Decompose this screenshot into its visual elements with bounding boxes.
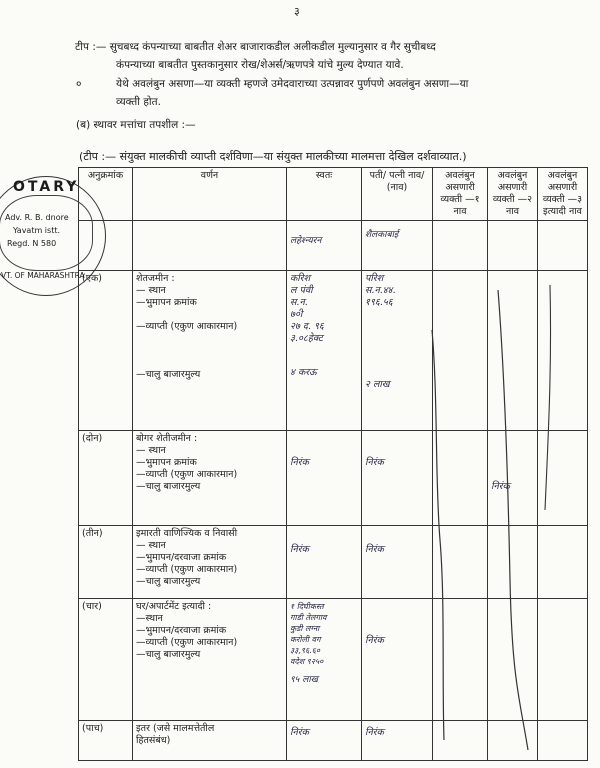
header-self: स्वतः	[287, 168, 362, 221]
table-header-row	[79, 168, 588, 221]
note2-bullet: ०	[76, 78, 82, 90]
table-row-buildings: (तीन) इमारती वाणिज्यिक व निवासी — स्थान —भुमापन/दरवाजा क्रमांक —व्याप्ती (एकुण आकारमान) —चालु बाजारमुल्य निरंक निरंक	[79, 526, 588, 599]
header-description: वर्णन	[133, 168, 287, 221]
serial-cell: (एक)	[79, 271, 133, 431]
table-row-house-apartment: (चार) घर/अपार्टमेंट इत्यादी : —स्थान —भुमापन/दरवाजा क्रमांक —व्याप्ती (एकुण आकारमान) —चालु बाजारमुल्य १ दिघीकस्त गाडी तेलगाव कुडी लग्ना करोली वग ३३,९६.६० वदेश ९२५० ९५ लाख निरंक	[79, 599, 588, 721]
self-cell: करिश ल पंवी स.न. ७०ी २७ द. ९६ ३.०८हेक्ट ४ करऊ	[287, 271, 362, 431]
header-dependent-1: अवलंबुन असणारी व्यक्ती —१ नाव	[433, 168, 488, 221]
header-dependent-2: अवलंबुन असणारी व्यक्ती —२ नाव	[488, 168, 538, 221]
note2-line1: येथे अवलंबुन असणा—या व्यक्ती म्हणजे उमेदवाराच्या उत्पन्नावर पुर्णपणे अवलंबुन असणा—या	[116, 78, 469, 90]
table-row-non-agricultural-land: (दोन) बोगर शेतीजमीन : — स्थान —भुमापन क्रमांक —व्याप्ती (एकुण आकारमान) —चालु बाजारमुल्य निरंक निरंक निरंक	[79, 431, 588, 526]
notary-stamp: OTARY Adv. R. B. dnore Yavatm istt. Regd. N 580 VT. OF MAHARASHTRA	[0, 176, 106, 296]
page-number: ३	[294, 5, 300, 18]
section-b-heading: (ब) स्थावर मत्तांचा तपशील :—	[76, 119, 196, 131]
self-name: लहेश्न्यरन	[290, 236, 322, 246]
note1-line1: टीप :— सुचबध्द कंपन्याच्या बाबतीत शेअर बाजाराकडील अलीकडील मुल्यानुसार व गैर सुचीबध्द	[75, 41, 436, 53]
header-spouse: पती/ पत्नी नाव/ (नाव)	[362, 168, 433, 221]
names-row	[79, 221, 588, 271]
pen-strike-marks	[380, 280, 600, 750]
note1-line2: कंपन्याच्या बाबतीत पुस्तकानुसार रोख/शेअर्स/ऋणपत्रे यांचे मुल्य देण्यात यावे.	[116, 59, 404, 71]
header-serial: अनुक्रमांक	[79, 168, 133, 221]
joint-ownership-note: (टीप :— संयुक्त मालकीची व्याप्ती दर्शविणा—या संयुक्त मालकीच्या मालमत्ता देखिल दर्शवाव्यात.)	[79, 150, 467, 163]
table-row-other-interests: (पाच) इतर (जसे मालमत्तेतील हितसंबंध) निरंक निरंक	[79, 721, 588, 761]
spouse-name: शैलकाबाई	[365, 230, 399, 240]
description-cell: शेतजमीन : — स्थान —भुमापन क्रमांक —व्याप्ती (एकुण आकारमान) —चालु बाजारमुल्य	[133, 271, 287, 431]
spouse-cell: परिश स.न.४४. १९६.५६ २ लाख	[362, 271, 433, 431]
header-dependent-3: अवलंबुन असणारी व्यक्ती —३ इत्यादी नाव	[538, 168, 588, 221]
note2-line2: व्यक्ती होत.	[116, 96, 161, 108]
